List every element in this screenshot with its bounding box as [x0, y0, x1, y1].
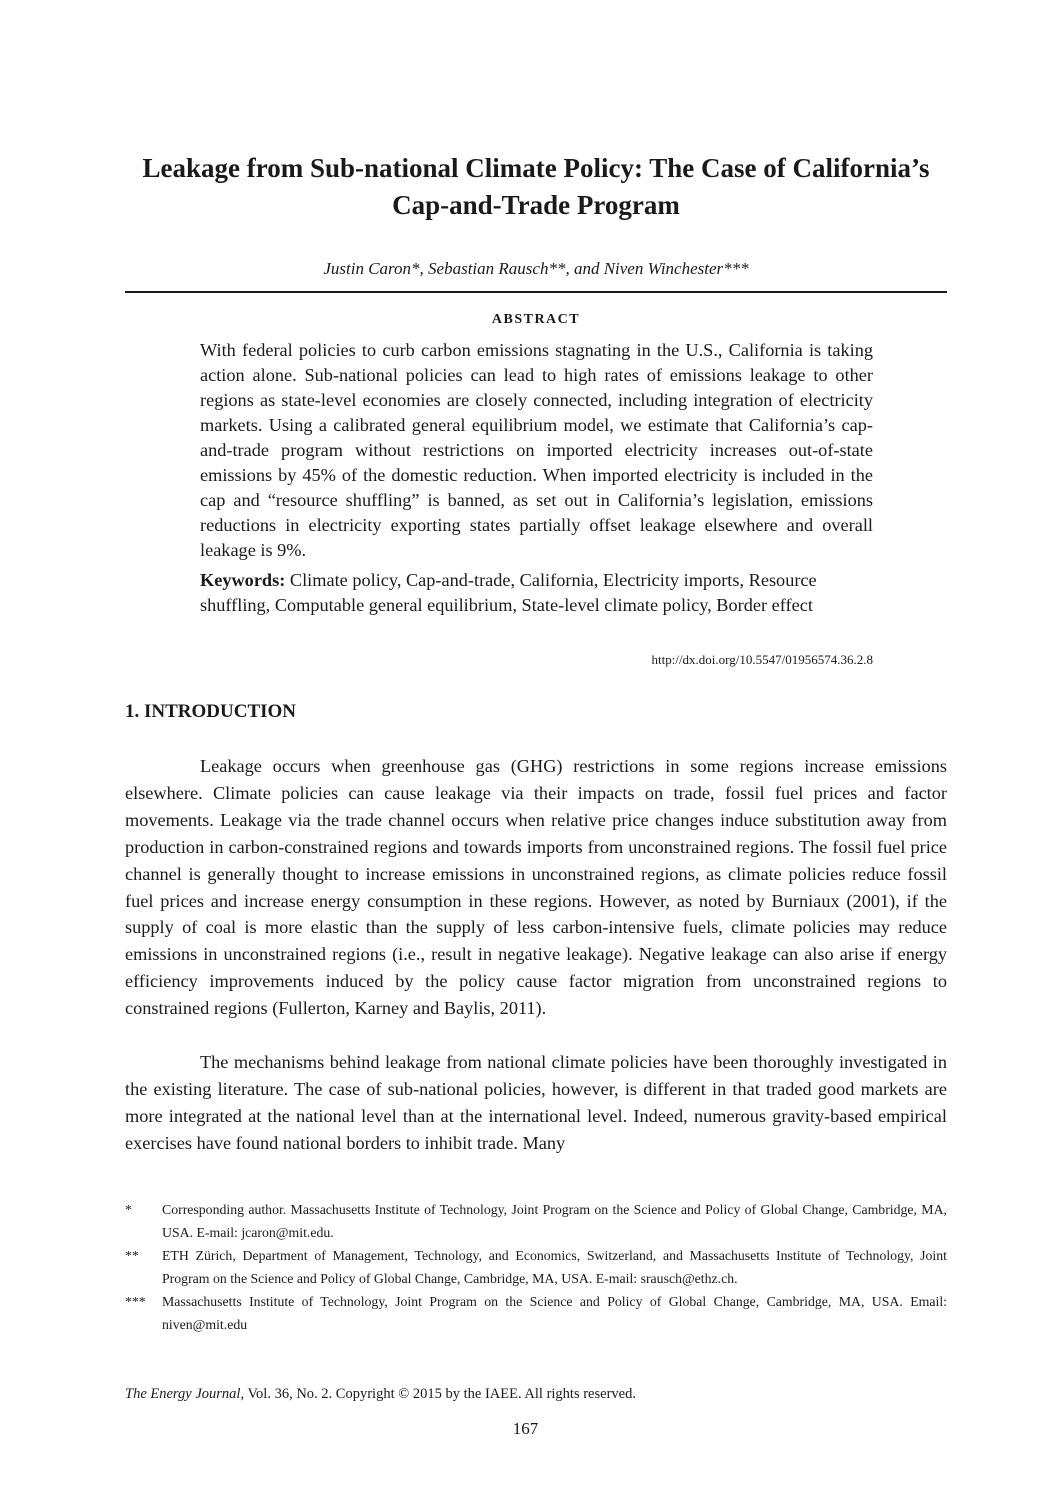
- footnote-text: ETH Zürich, Department of Management, Technology, and Economics, Switzerland, and Massachusetts Institute of Technology, Joint Program on the Science and Policy of Global Change, Cambridge, MA, USA. E-mail: srausch@ethz.ch.: [162, 1248, 947, 1286]
- footnote-text: Corresponding author. Massachusetts Institute of Technology, Joint Program on the Science and Policy of Global Change, Cambridge, MA, USA. E-mail: jcaron@mit.edu.: [162, 1202, 947, 1240]
- journal-name: The Energy Journal: [125, 1386, 241, 1402]
- footnote-mark: *: [125, 1202, 132, 1217]
- page-number: 167: [512, 1419, 539, 1438]
- paper-title: Leakage from Sub-national Climate Policy: The Case of California’s Cap-and-Trade Program: [142, 153, 930, 220]
- footnote-mark: **: [125, 1248, 139, 1263]
- title-divider: [125, 291, 947, 293]
- intro-paragraph-2: The mechanisms behind leakage from national climate policies have been thoroughly investigated in the existing literature. The case of sub-national policies, however, is different in that traded good markets are more integrated at the national level than at the international level. Indeed, numerous gravity-based empirical exercises have found national borders to inhibit trade. Many: [125, 1052, 947, 1153]
- footnote: [125, 1198, 947, 1244]
- abstract-heading: ABSTRACT: [491, 312, 581, 327]
- keywords-text: Climate policy, Cap-and-trade, California, Electricity imports, Resource shuffling, Computable general equilibrium, State-level climate policy, Border effect: [200, 570, 817, 615]
- abstract-text: With federal policies to curb carbon emissions stagnating in the U.S., California is taking action alone. Sub-national policies can lead to high rates of emissions leakage to other regions as state-level economies are closely connected, including integration of electricity markets. Using a calibrated general equilibrium model, we estimate that California’s cap-and-trade program without restrictions on imported electricity increases out-of-state emissions by 45% of the domestic reduction. When imported electricity is included in the cap and “resource shuffling” is banned, as set out in California’s legislation, emissions reductions in electricity exporting states partially offset leakage elsewhere and overall leakage is 9%.: [200, 340, 873, 560]
- footnote-text: Massachusetts Institute of Technology, Joint Program on the Science and Policy of Global Change, Cambridge, MA, USA. Email: niven@mit.edu: [162, 1294, 947, 1332]
- journal-citation: [125, 1384, 636, 1404]
- footnotes: [125, 1198, 947, 1336]
- footnote: [125, 1290, 947, 1336]
- keywords-label: Keywords:: [200, 570, 286, 590]
- doi-link[interactable]: http://dx.doi.org/10.5547/01956574.36.2.8: [651, 652, 873, 667]
- footnote-mark: ***: [125, 1294, 146, 1309]
- keywords: [200, 568, 873, 618]
- section-heading-introduction: 1. INTRODUCTION: [125, 701, 297, 722]
- intro-paragraph-1: Leakage occurs when greenhouse gas (GHG) restrictions in some regions increase emissions elsewhere. Climate policies can cause leakage via their impacts on trade, fossil fuel prices and factor movements. Leakage via the trade channel occurs when relative price changes induce substitution away from production in carbon-constrained regions and towards imports from unconstrained regions. The fossil fuel price channel is generally thought to increase emissions in unconstrained regions, as climate policies reduce fossil fuel prices and increase energy consumption in these regions. However, as noted by Burniaux (2001), if the supply of coal is more elastic than the supply of less carbon-intensive fuels, climate policies may reduce emissions in unconstrained regions (i.e., result in negative leakage). Negative leakage can also arise if energy efficiency improvements induced by the policy cause factor migration from unconstrained regions to constrained regions (Fullerton, Karney and Baylis, 2011).: [125, 756, 947, 1019]
- footnote: [125, 1244, 947, 1290]
- author-list: Justin Caron*, Sebastian Rausch**, and Niven Winchester***: [323, 259, 749, 278]
- journal-details: , Vol. 36, No. 2. Copyright © 2015 by the IAEE. All rights reserved.: [240, 1386, 636, 1402]
